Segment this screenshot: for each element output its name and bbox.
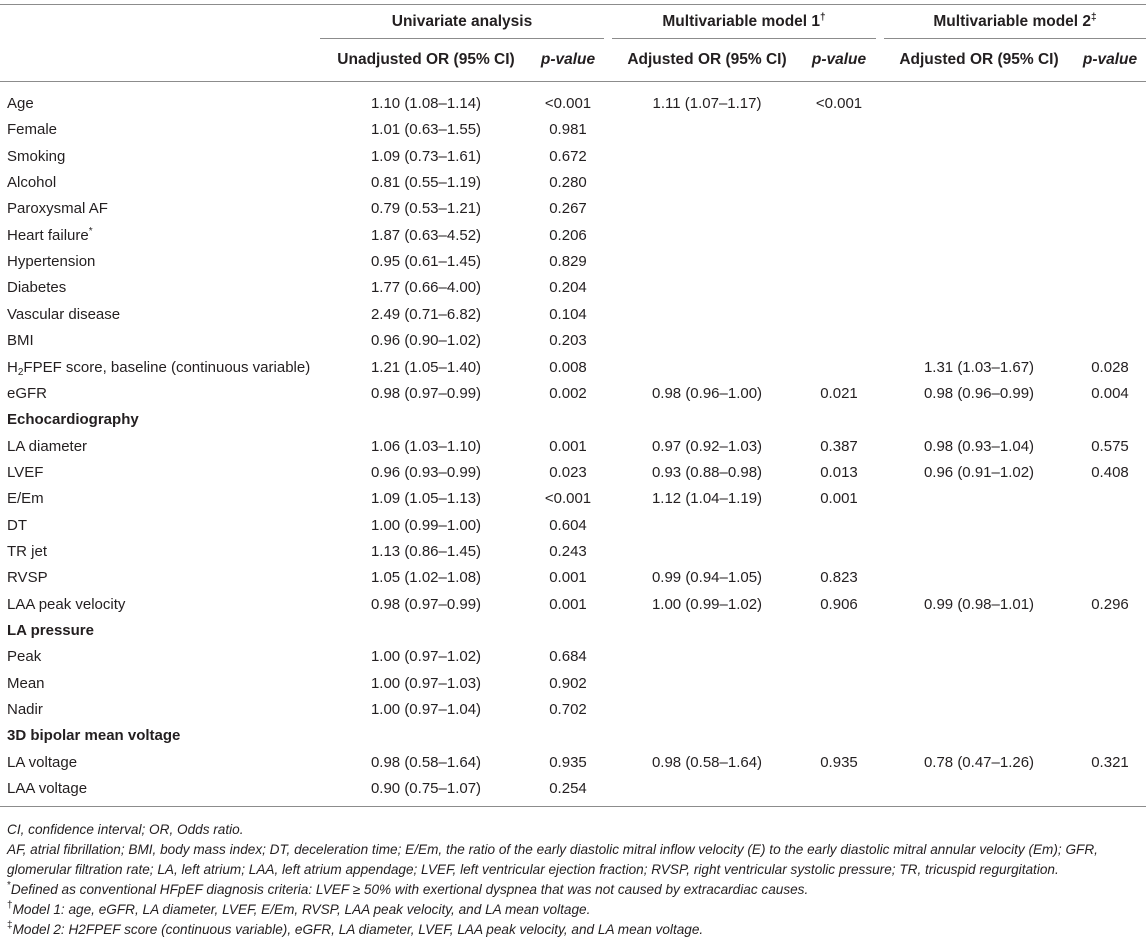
row-label: Heart failure* (7, 226, 93, 244)
p-value-cell: <0.001 (544, 490, 592, 507)
or-cell: 0.99 (0.94–1.05) (651, 569, 763, 586)
or-cell: 1.00 (0.99–1.02) (651, 596, 763, 613)
p-value-cell: 0.021 (820, 385, 858, 402)
p-value-cell: 0.008 (549, 359, 587, 376)
model2-group-rule (884, 38, 1146, 39)
or-cell: 0.78 (0.47–1.26) (923, 754, 1035, 771)
p-value-cell: 0.206 (549, 227, 587, 244)
p-value-cell: 0.243 (549, 543, 587, 560)
or-cell: 0.97 (0.92–1.03) (651, 438, 763, 455)
p-value-cell: 0.002 (549, 385, 587, 402)
p-value-cell: 0.001 (549, 438, 587, 455)
col-header-adjusted-or-2: Adjusted OR (95% CI) (899, 51, 1059, 68)
p-value-cell: 0.013 (820, 464, 858, 481)
group-header-model2: Multivariable model 2‡ (933, 12, 1097, 30)
row-label: Diabetes (7, 279, 67, 296)
p-value-cell: 0.702 (549, 701, 587, 718)
double-dagger-mark: ‡ (1091, 12, 1097, 23)
or-cell: 0.99 (0.98–1.01) (923, 596, 1035, 613)
footnote-abbrev-list: AF, atrial fibrillation; BMI, body mass index; DT, deceleration time; E/Em, the ratio of the early diastolic mitral inflow velocity (E) to the early diastolic mitral annular velocity (Em); GFR, glomerular filtration rate; LA, left atrium; LAA, left atrium appendage; LVEF, left ventricular ejection fraction; RVSP, right ventricular systolic pressure; TR, tricuspid regurgitation. (7, 842, 1098, 877)
or-cell: 2.49 (0.71–6.82) (370, 306, 482, 323)
or-cell: 1.09 (0.73–1.61) (370, 148, 482, 165)
col-header-p-value-3: p-value (1082, 51, 1138, 68)
p-value-cell: 0.575 (1091, 438, 1129, 455)
p-value-cell: 0.672 (549, 148, 587, 165)
or-cell: 0.96 (0.91–1.02) (923, 464, 1035, 481)
p-value-cell: 0.296 (1091, 596, 1129, 613)
row-label: $H_2FPEF$ score, baseline (continuous variable) (7, 359, 311, 378)
footnote-mark: * (88, 226, 93, 237)
or-cell: 0.81 (0.55–1.19) (370, 174, 482, 191)
section-heading: LA pressure (7, 622, 94, 639)
section-heading: 3D bipolar mean voltage (7, 727, 181, 744)
or-cell: 1.10 (1.08–1.14) (370, 95, 482, 112)
or-cell: 1.11 (1.07–1.17) (652, 95, 762, 112)
or-cell: 1.00 (0.99–1.00) (370, 517, 482, 534)
p-value-cell: 0.823 (820, 569, 858, 586)
row-label: eGFR (7, 385, 48, 402)
p-value-cell: <0.001 (815, 95, 863, 112)
or-cell: 0.95 (0.61–1.45) (370, 253, 482, 270)
or-cell: 0.98 (0.93–1.04) (923, 438, 1035, 455)
p-value-cell: 0.001 (549, 596, 587, 613)
p-value-cell: 0.604 (549, 517, 587, 534)
or-cell: 0.96 (0.93–0.99) (370, 464, 482, 481)
row-label: Smoking (7, 148, 66, 165)
p-value-cell: 0.935 (549, 754, 587, 771)
row-label: Female (7, 121, 58, 138)
col-header-adjusted-or-1: Adjusted OR (95% CI) (627, 51, 787, 68)
p-value-cell: 0.104 (549, 306, 587, 323)
row-label: RVSP (7, 569, 48, 586)
or-cell: 1.05 (1.02–1.08) (370, 569, 482, 586)
row-label: Nadir (7, 701, 43, 718)
row-label: Mean (7, 675, 45, 692)
row-label: LA diameter (7, 438, 88, 455)
or-cell: 1.00 (0.97–1.04) (370, 701, 482, 718)
col-header-unadjusted-or: Unadjusted OR (95% CI) (337, 51, 515, 68)
row-label: Age (7, 95, 34, 112)
row-label: LAA peak velocity (7, 596, 126, 613)
or-cell: 0.79 (0.53–1.21) (370, 200, 482, 217)
p-value-cell: 0.204 (549, 279, 587, 296)
p-value-cell: 0.935 (820, 754, 858, 771)
or-cell: 1.77 (0.66–4.00) (370, 279, 482, 296)
p-value-cell: 0.280 (549, 174, 587, 191)
group-header-model1: Multivariable model 1† (662, 12, 826, 30)
dagger-mark: † (820, 12, 826, 23)
p-value-cell: 0.684 (549, 648, 587, 665)
or-cell: 1.12 (1.04–1.19) (651, 490, 763, 507)
p-value-cell: 0.902 (549, 675, 587, 692)
or-cell: 0.98 (0.97–0.99) (370, 596, 482, 613)
or-cell: 0.98 (0.58–1.64) (651, 754, 763, 771)
footnote-dagger: †Model 1: age, eGFR, LA diameter, LVEF, E/Em, RVSP, LAA peak velocity, and LA mean voltage. (7, 900, 591, 917)
row-label: DT (7, 517, 27, 534)
or-cell: 1.87 (0.63–4.52) (370, 227, 482, 244)
p-value-cell: 0.004 (1091, 385, 1129, 402)
table-top-rule (0, 4, 1146, 5)
p-value-cell: 0.254 (549, 780, 587, 797)
or-cell: 1.00 (0.97–1.02) (370, 648, 482, 665)
p-value-cell: 0.001 (820, 490, 858, 507)
row-label: BMI (7, 332, 34, 349)
footnote-abbrev-ci: CI, confidence interval; OR, Odds ratio. (7, 822, 244, 837)
p-value-cell: 0.387 (820, 438, 858, 455)
row-label: E/Em (7, 490, 44, 507)
or-cell: 0.98 (0.97–0.99) (370, 385, 482, 402)
or-cell: 1.06 (1.03–1.10) (370, 438, 482, 455)
section-heading: Echocardiography (7, 411, 139, 428)
or-cell: 1.31 (1.03–1.67) (923, 359, 1035, 376)
model1-group-rule (612, 38, 876, 39)
row-label: Paroxysmal AF (7, 200, 108, 217)
row-label: Hypertension (7, 253, 96, 270)
footnote-star: *Defined as conventional HFpEF diagnosis criteria: LVEF ≥ 50% with exertional dyspnea that was not caused by extracardiac causes. (7, 880, 809, 897)
p-value-cell: 0.321 (1091, 754, 1129, 771)
row-label: LA voltage (7, 754, 78, 771)
or-cell: 0.93 (0.88–0.98) (651, 464, 763, 481)
p-value-cell: 0.267 (549, 200, 587, 217)
row-label: LVEF (7, 464, 44, 481)
or-cell: 0.98 (0.96–1.00) (651, 385, 763, 402)
col-header-p-value-2: p-value (811, 51, 867, 68)
header-bottom-rule (0, 81, 1146, 82)
p-value-cell: 0.829 (549, 253, 587, 270)
row-label: Vascular disease (7, 306, 121, 323)
or-cell: 0.98 (0.96–0.99) (923, 385, 1035, 402)
or-cell: 0.96 (0.90–1.02) (370, 332, 482, 349)
table-footnotes (7, 820, 1137, 940)
p-value-cell: 0.028 (1091, 359, 1129, 376)
p-value-cell: 0.023 (549, 464, 587, 481)
col-header-p-value-1: p-value (540, 51, 596, 68)
table-bottom-rule (0, 806, 1146, 807)
or-cell: 1.00 (0.97–1.03) (370, 675, 482, 692)
or-cell: 1.21 (1.05–1.40) (370, 359, 482, 376)
or-cell: 1.09 (1.05–1.13) (370, 490, 482, 507)
or-cell: 0.98 (0.58–1.64) (370, 754, 482, 771)
row-label: LAA voltage (7, 780, 88, 797)
p-value-cell: 0.981 (549, 121, 587, 138)
row-label: Peak (7, 648, 42, 665)
p-value-cell: <0.001 (544, 95, 592, 112)
p-value-cell: 0.906 (820, 596, 858, 613)
footnote-double-dagger: ‡Model 2: H2FPEF score (continuous variable), eGFR, LA diameter, LVEF, LAA peak velocity, and LA mean voltage. (7, 920, 704, 937)
or-cell: 1.13 (0.86–1.45) (370, 543, 482, 560)
row-label: Alcohol (7, 174, 57, 191)
p-value-cell: 0.001 (549, 569, 587, 586)
p-value-cell: 0.408 (1091, 464, 1129, 481)
group-header-univariate: Univariate analysis (391, 13, 533, 30)
or-cell: 1.01 (0.63–1.55) (370, 121, 482, 138)
p-value-cell: 0.203 (549, 332, 587, 349)
univariate-group-rule (320, 38, 604, 39)
row-label: TR jet (7, 543, 48, 560)
or-cell: 0.90 (0.75–1.07) (370, 780, 482, 797)
